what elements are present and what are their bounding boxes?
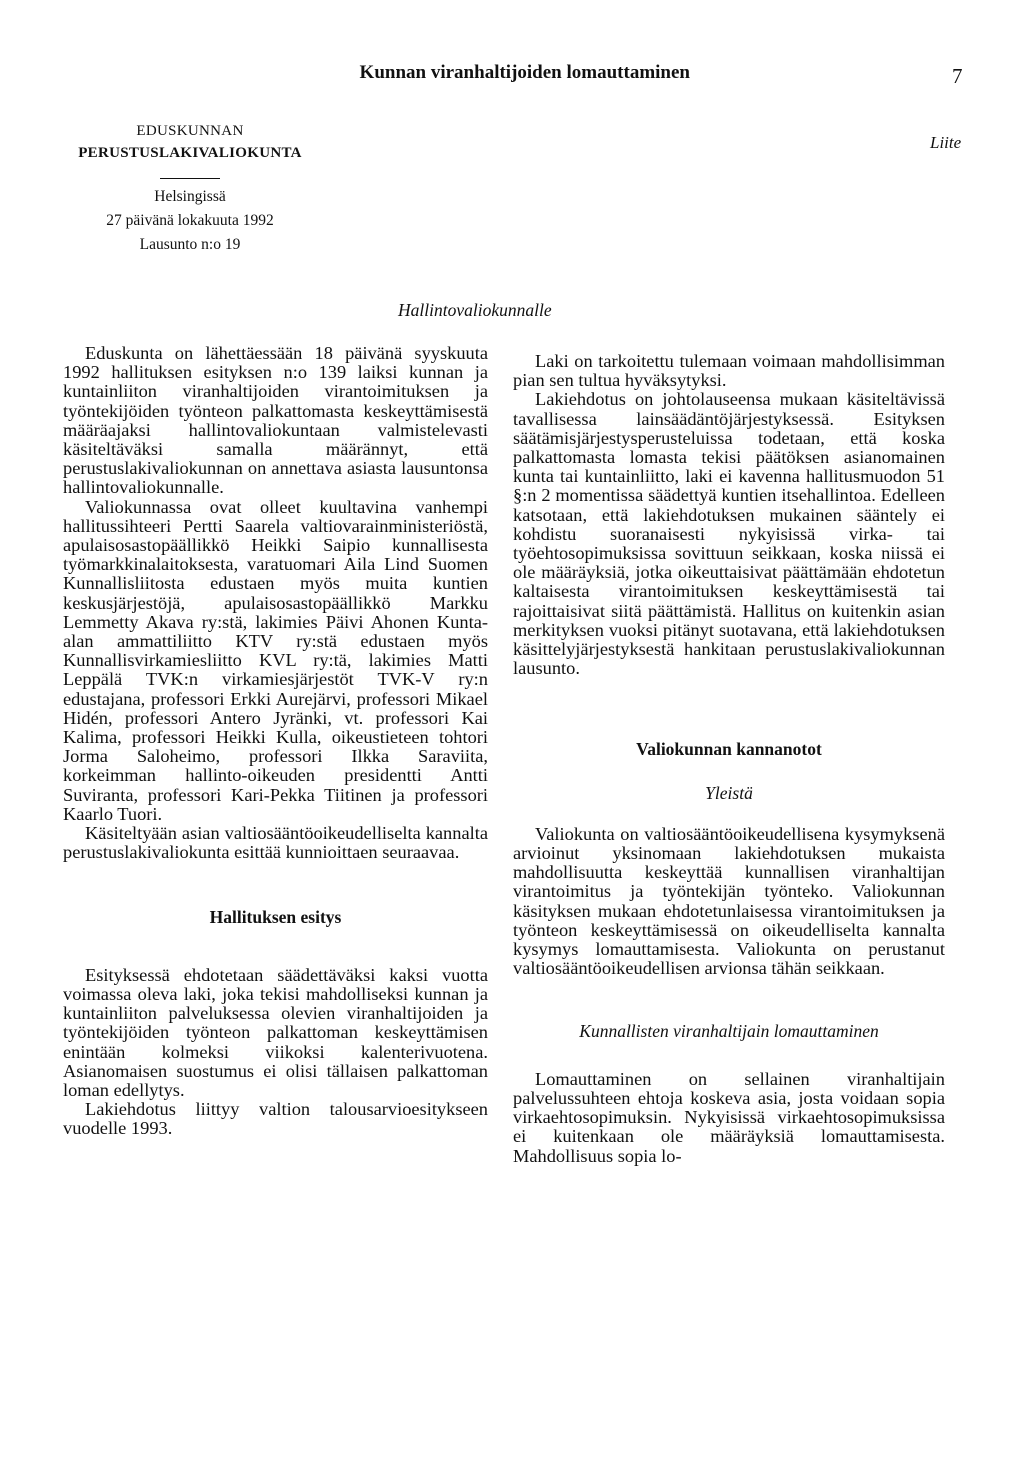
paragraph: Valiokunnassa ovat olleet kuultavina vanhempi hallitussihteeri Pertti Saarela valtiovarainministeriöstä, apulaisosastopäällikkö Heikki Saipio kunnallisesta työmarkkinalaitoksesta, varatuomari Aila Lind Suomen Kunnallisliitosta edustaen myös muita kuntien keskusjärjestöjä, apulaisosastopäällikkö Markku Lemmetty Akava ry:stä, lakimies Päivi Ahonen Kunta-alan ammattiliitto KTV ry:stä edustaen myös Kunnallisvirkamiesliitto KVL ry:tä, lakimies Matti Leppälä TVK:n virkamiesjärjestöt TVK-V ry:n edustajana, professori Erkki Aurejärvi, professori Mikael Hidén, professori Antero Jyränki, vt. professori Kai Kalima, professori Heikki Kulla, oikeustieteen tohtori Jorma Saloheimo, professori Ilkka Saraviita, korkeimman hallinto-oikeuden presidentti Antti Suviranta, professori Kari-Pekka Tiitinen ja professori Kaarlo Tuori. bbox=[63, 496, 488, 824]
date: 27 päivänä lokakuuta 1992 bbox=[106, 212, 274, 229]
left-column bbox=[63, 344, 488, 1139]
running-title: Kunnan viranhaltijoiden lomauttaminen bbox=[359, 62, 690, 83]
place-date-block bbox=[40, 185, 340, 257]
paragraph: Lakiehdotus on johtolauseensa mukaan käsiteltävissä tavallisessa lainsäädäntöjärjestyksessä. Esityksen säätämisjärjestysperusteluissa todetaan, että koska palkattomasta lomasta tekisi päätöksen asianomainen kunta tai kuntainliitto, laki ei kavenna hallitusmuodon 51 §:n 2 momentissa säädettyä kuntien itsehallintoa. Edelleen katsotaan, että lakiehdotuksen mukainen sääntely ei kohdistu suoranaisesti nykyisissä virka- tai työehtosopimuksissa sovittuun seikkaan, koska niissä ei ole määräyksiä, jotka oikeuttaisivat päättämään ehdotetun kaltaisesta virantoimituksen keskeyttämisestä tai rajoittaisivat siitä päättämistä. Hallitus on kuitenkin asian merkityksen vuoksi pitänyt suotavana, että lakiehdotuksen käsittelyjärjestyksestä hankitaan perustuslakivaliokunnan lausunto. bbox=[513, 389, 945, 679]
paragraph: Valiokunta on valtiosääntöoikeudellisena kysymyksenä arvioinut yksinomaan lakiehdotuksen mukaista mahdollisuutta keskeyttää kunnallisen viranhaltijan virantoimitus ja työntekijän työnteko. Valiokunnan käsityksen mukaan ehdotetunlaisessa virantoimituksen ja työnteon keskeyttämisessä on oikeudelliselta kannalta kysymys lomauttamisesta. Valiokunta on perustanut valtiosääntöoikeudellisen arvionsa tähän seikkaan. bbox=[513, 823, 945, 979]
paragraph: Käsiteltyään asian valtiosääntöoikeudelliselta kannalta perustuslakivaliokunta esittää kunnioittaen seuraavaa. bbox=[63, 823, 488, 863]
subsection-heading: Yleistä bbox=[705, 782, 753, 803]
addressee: Hallintovaliokunnalle bbox=[398, 300, 552, 320]
paragraph: Lomauttaminen on sellainen viranhaltijain palvelussuhteen ehtoja koskeva asia, josta voidaan sopia virkaehtosopimuksin. Nykyisissä virkaehtosopimuksissa ei kuitenkaan ole määräyksiä lomauttamisesta. Mahdollisuus sopia lo- bbox=[513, 1068, 945, 1166]
annex-label: Liite bbox=[930, 133, 962, 152]
committee-line-2: PERUSTUSLAKIVALIOKUNTA bbox=[78, 145, 302, 161]
page-number: 7 bbox=[952, 64, 963, 88]
section-heading: Valiokunnan kannanotot bbox=[636, 739, 822, 760]
paragraph: Lakiehdotus liittyy valtion talousarvioesitykseen vuodelle 1993. bbox=[63, 1099, 488, 1139]
section-heading: Hallituksen esitys bbox=[209, 907, 342, 928]
right-column bbox=[513, 352, 945, 1166]
place: Helsingissä bbox=[154, 188, 226, 205]
subsection-heading: Kunnallisten viranhaltijain lomauttaminen bbox=[579, 1021, 879, 1042]
paragraph: Esityksessä ehdotetaan säädettäväksi kaksi vuotta voimassa oleva laki, joka tekisi mahdolliseksi kunnan ja kuntainliiton palveluksessa olevien viranhaltijoiden ja työntekijöiden työnteon palkattoman keskeyttämisen enintään kolmeksi viikoksi kalenterivuotena. Asianomaisen suostumus ei olisi tällaisen palkattoman loman edellytys. bbox=[63, 964, 488, 1100]
committee-block bbox=[40, 120, 340, 164]
paragraph: Eduskunta on lähettäessään 18 päivänä syyskuuta 1992 hallituksen esityksen n:o 139 laiksi kunnan ja kuntainliiton viranhaltijoiden virantoimituksen ja työntekijöiden työnteon palkattomasta keskeyttämisestä määräajaksi hallintovaliokuntaan valmistelevasti käsiteltäväksi samalla määrännyt, että perustuslakivaliokunnan on annettava asiasta lausuntonsa hallintovaliokunnalle. bbox=[63, 343, 488, 498]
committee-line-1: EDUSKUNNAN bbox=[136, 123, 244, 139]
header-divider bbox=[160, 178, 220, 179]
statement-number: Lausunto n:o 19 bbox=[139, 236, 241, 253]
paragraph: Laki on tarkoitettu tulemaan voimaan mahdollisimman pian sen tultua hyväksytyksi. bbox=[513, 351, 945, 391]
